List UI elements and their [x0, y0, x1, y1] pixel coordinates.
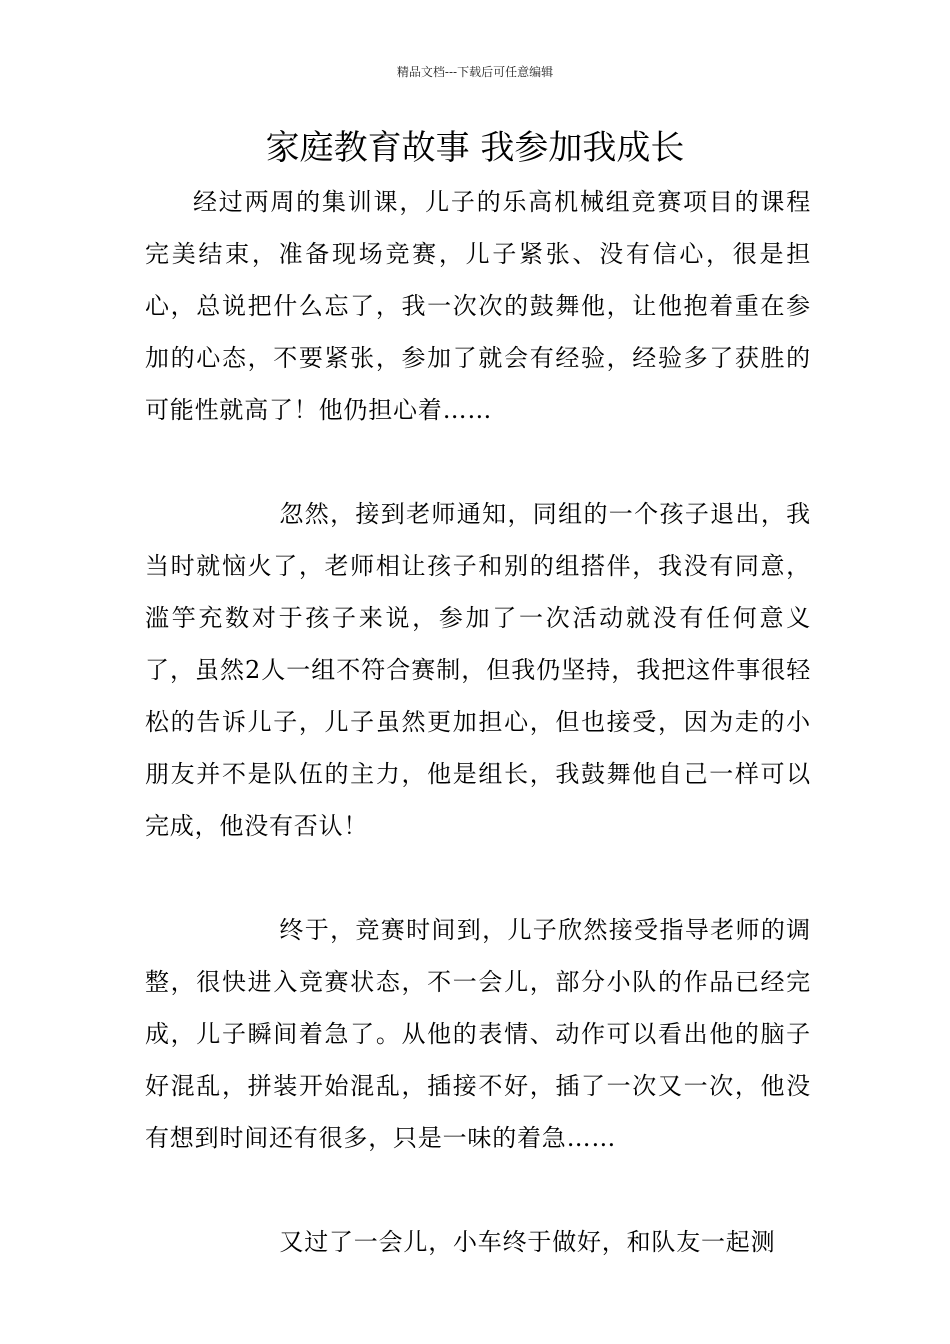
document-body: [145, 176, 811, 1268]
header-note: 精品文档---下载后可任意编辑: [396, 65, 554, 79]
document-title: 家庭教育故事 我参加我成长: [265, 128, 685, 168]
paragraph-4: 又过了一会儿，小车终于做好，和队友一起测: [279, 1228, 776, 1256]
paragraph-1: 经过两周的集训课，儿子的乐高机械组竞赛项目的课程完美结束，准备现场竞赛，儿子紧张、没有信心，很是担心，总说把什么忘了，我一次次的鼓舞他，让他抱着重在参加的心态，不要紧张，参加了就会有经验，经验多了获胜的可能性就高了！他仍担心着……: [145, 188, 811, 424]
paragraph-2: 忽然，接到老师通知，同组的一个孩子退出，我当时就恼火了，老师相让孩子和别的组搭伴，我没有同意，滥竽充数对于孩子来说，参加了一次活动就没有任何意义了，虽然2人一组不符合赛制，但我仍坚持，我把这件事很轻松的告诉儿子，儿子虽然更加担心，但也接受，因为走的小朋友并不是队伍的主力，他是组长，我鼓舞他自己一样可以完成，他没有否认！: [145, 500, 811, 840]
paragraph-3: 终于，竞赛时间到，儿子欣然接受指导老师的调整，很快进入竞赛状态，不一会儿，部分小队的作品已经完成，儿子瞬间着急了。从他的表情、动作可以看出他的脑子好混乱，拼装开始混乱，插接不好，插了一次又一次，他没有想到时间还有很多，只是一味的着急……: [145, 916, 811, 1152]
